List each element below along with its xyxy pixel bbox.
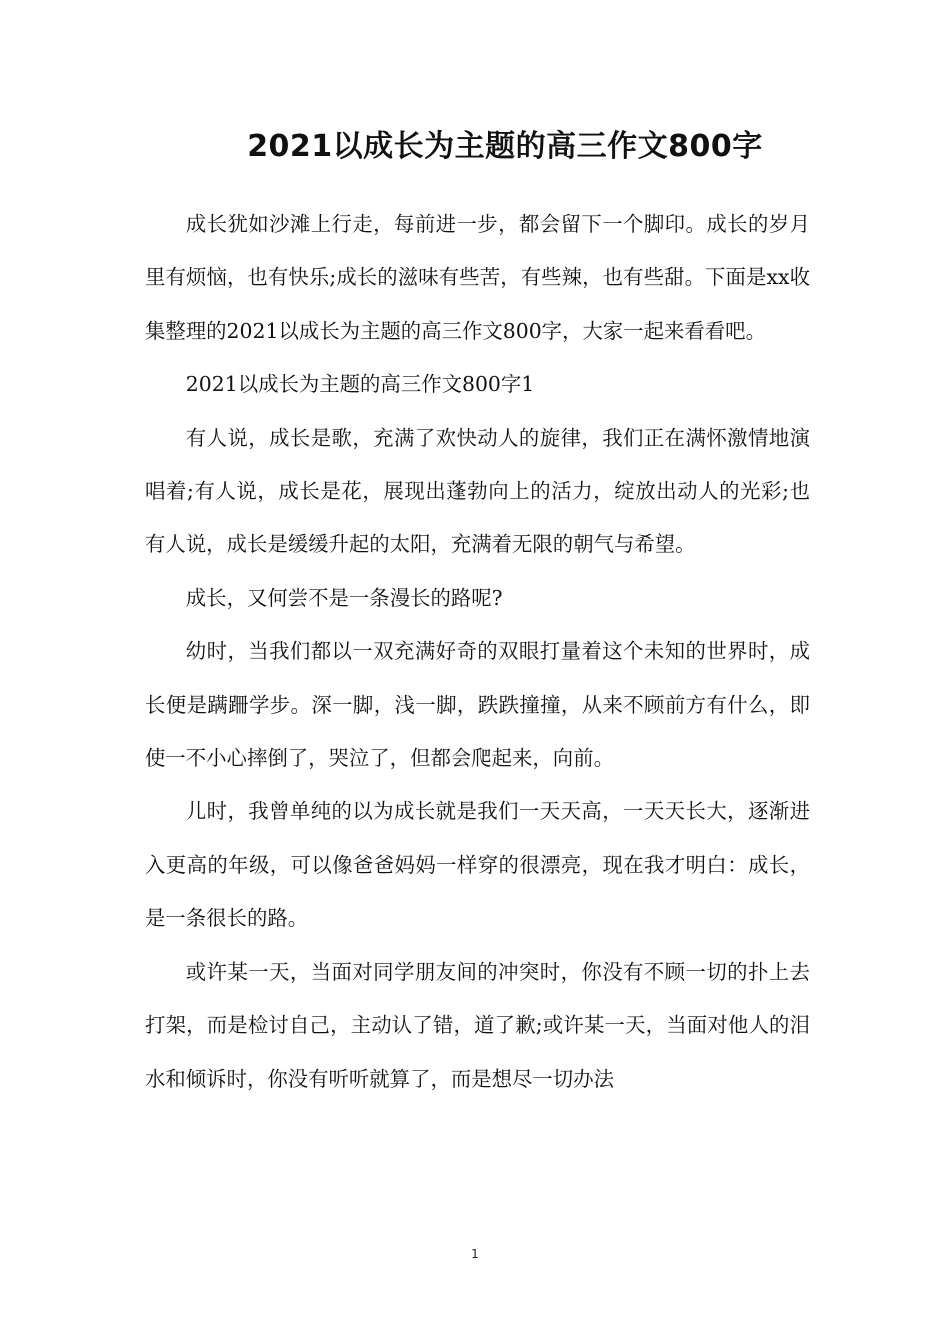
paragraph-intro: 成长犹如沙滩上行走，每前进一步，都会留下一个脚印。成长的岁月里有烦恼，也有快乐;成长的滋味有些苦，有些辣，也有些甜。下面是xx收集整理的2021以成长为主题的高三作文800字，大家一起来看看吧。	[145, 212, 810, 343]
document-body	[145, 198, 810, 1106]
paragraph: 有人说，成长是歌，充满了欢快动人的旋律，我们正在满怀激情地演唱着;有人说，成长是花，展现出蓬勃向上的活力，绽放出动人的光彩;也有人说，成长是缓缓升起的太阳，充满着无限的朝气与希望。	[145, 425, 810, 557]
document-title: 2021以成长为主题的高三作文800字	[247, 129, 763, 164]
section-heading: 2021以成长为主题的高三作文800字1	[185, 372, 535, 397]
paragraph: 儿时，我曾单纯的以为成长就是我们一天天高，一天天长大，逐渐进入更高的年级，可以像爸爸妈妈一样穿的很漂亮，现在我才明白：成长，是一条很长的路。	[145, 799, 810, 931]
paragraph: 幼时，当我们都以一双充满好奇的双眼打量着这个未知的世界时，成长便是蹒跚学步。深一脚，浅一脚，跌跌撞撞，从来不顾前方有什么，即使一不小心摔倒了，哭泣了，但都会爬起来，向前。	[145, 639, 810, 771]
page-number: 1	[471, 1247, 479, 1261]
paragraph: 成长，又何尝不是一条漫长的路呢?	[185, 585, 503, 610]
paragraph: 或许某一天，当面对同学朋友间的冲突时，你没有不顾一切的扑上去打架，而是检讨自己，主动认了错，道了歉;或许某一天，当面对他人的泪水和倾诉时，你没有听听就算了，而是想尽一切办法	[145, 959, 810, 1091]
